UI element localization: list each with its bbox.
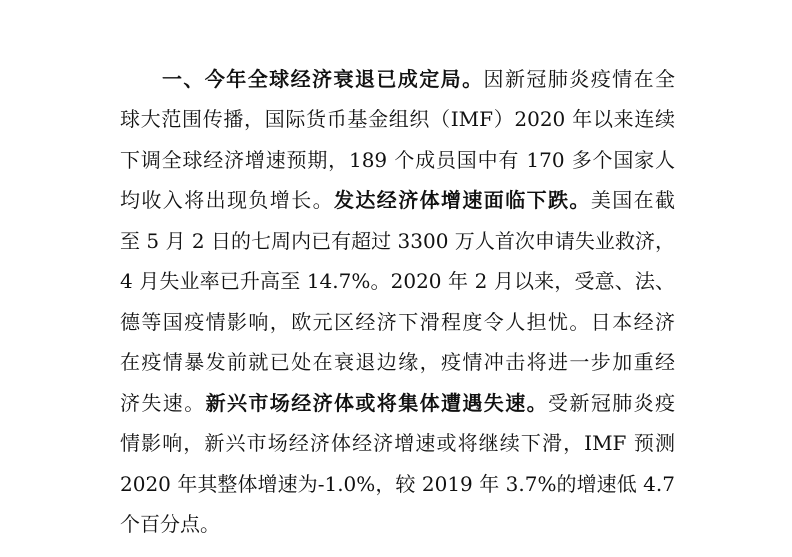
text-segment: 济失速。 <box>120 391 206 415</box>
paragraph-line <box>120 346 675 378</box>
paragraph-line <box>120 184 675 216</box>
paragraph-line <box>120 265 675 297</box>
text-segment: 美国在截 <box>590 188 676 212</box>
text-segment: 因新冠肺炎疫情在全 <box>483 67 676 91</box>
paragraph-line <box>120 468 675 500</box>
text-segment: 至 5 月 2 日的七周内已有超过 3300 万人首次申请失业救济， <box>120 229 675 253</box>
section-heading: 一、今年全球经济衰退已成定局。 <box>162 67 484 91</box>
text-segment: 受新冠肺炎疫 <box>548 391 676 415</box>
text-segment: 在疫情暴发前就已处在衰退边缘，疫情冲击将进一步加重经 <box>120 350 675 374</box>
paragraph-line-last <box>120 508 220 540</box>
text-segment: 下调全球经济增速预期，189 个成员国中有 170 多个国家人 <box>120 148 675 172</box>
paragraph-line <box>162 63 675 95</box>
text-segment: 球大范围传播，国际货币基金组织（IMF）2020 年以来连续 <box>120 107 675 131</box>
text-segment: 情影响，新兴市场经济体经济增速或将继续下滑，IMF 预测 <box>120 431 675 455</box>
bold-phrase: 新兴市场经济体或将集体遭遇失速。 <box>205 391 549 415</box>
bold-phrase: 发达经济体增速面临下跌。 <box>334 188 591 212</box>
paragraph-line <box>120 427 675 459</box>
text-segment: 4 月失业率已升高至 14.7%。2020 年 2 月以来，受意、法、 <box>120 269 675 293</box>
paragraph-line <box>120 306 675 338</box>
text-segment: 2020 年其整体增速为-1.0%，较 2019 年 3.7%的增速低 4.7 <box>120 472 675 496</box>
paragraph-line <box>120 387 675 419</box>
text-segment: 个百分点。 <box>120 512 220 536</box>
paragraph-line <box>120 103 675 135</box>
text-segment: 德等国疫情影响，欧元区经济下滑程度令人担忧。日本经济 <box>120 310 675 334</box>
paragraph-line <box>120 225 675 257</box>
paragraph-line <box>120 144 675 176</box>
text-segment: 均收入将出现负增长。 <box>120 188 334 212</box>
